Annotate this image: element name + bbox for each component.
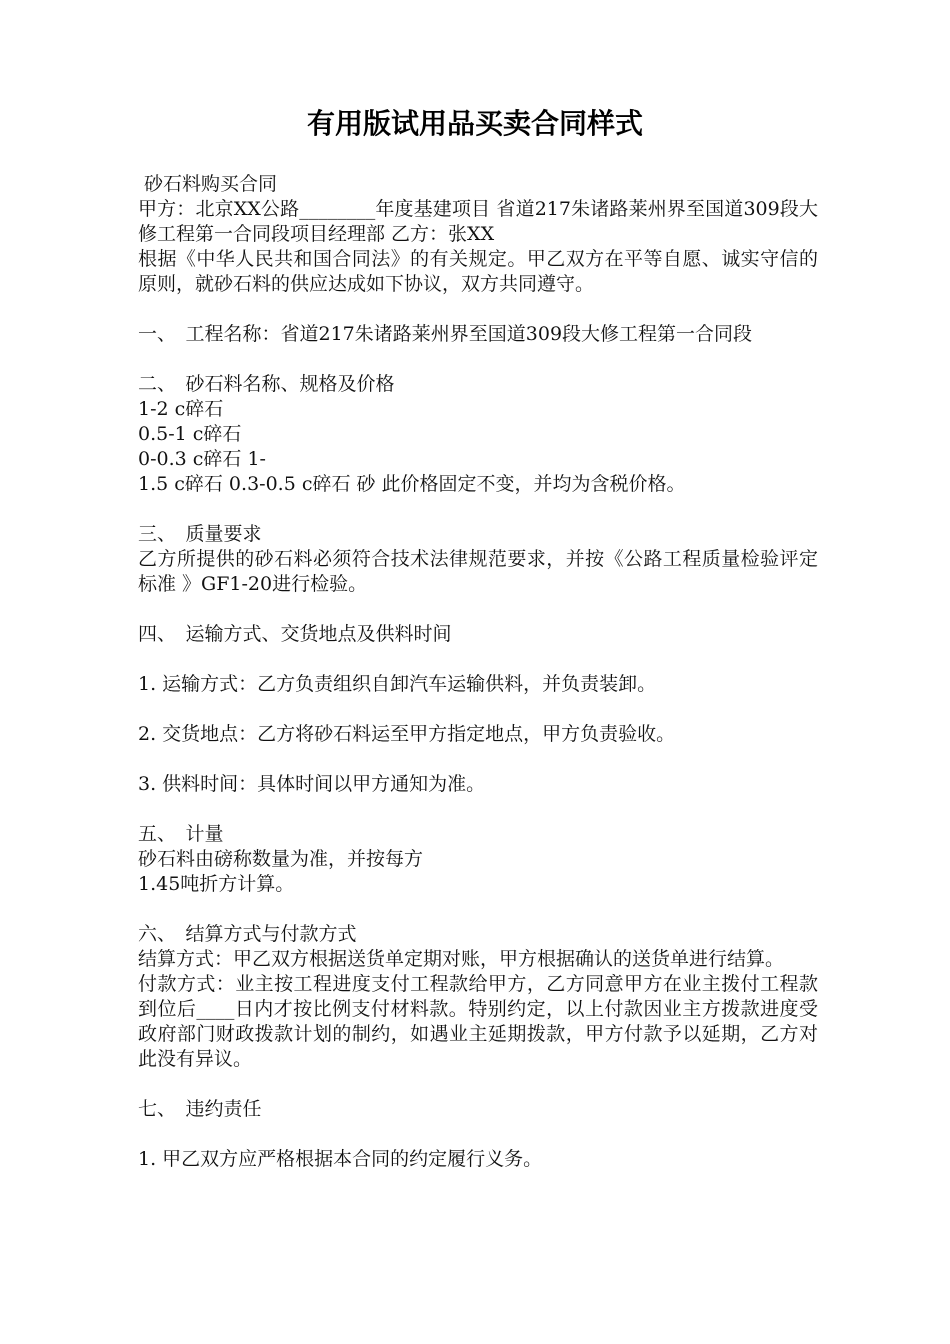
intro-paragraph: 根据《中华人民共和国合同法》的有关规定。甲乙双方在平等自愿、诚实守信的原则，就砂石料的供应达成如下协议，双方共同遵守。: [138, 248, 818, 295]
measurement-line: 1.45吨折方计算。: [138, 873, 295, 895]
quality-paragraph: 乙方所提供的砂石料必须符合技术法律规范要求，并按《公路工程质量检验评定标准 》GF1-20进行检验。: [138, 548, 818, 595]
spacer: [138, 697, 818, 722]
section-7-heading: 七、 违约责任: [138, 1098, 262, 1120]
spacer: [138, 1072, 818, 1097]
measurement-line: 砂石料由磅称数量为准，并按每方: [138, 848, 424, 870]
spec-line: 1-2 c碎石: [138, 398, 224, 420]
supply-time: 3. 供料时间：具体时间以甲方通知为准。: [138, 773, 486, 795]
section-5-heading: 五、 计量: [138, 823, 224, 845]
section-6-heading: 六、 结算方式与付款方式: [138, 923, 357, 945]
document-title: 有用版试用品买卖合同样式: [306, 107, 643, 140]
section-4-heading: 四、 运输方式、交货地点及供料时间: [138, 623, 452, 645]
spacer: [138, 647, 818, 672]
spacer: [138, 897, 818, 922]
settlement-paragraph: 结算方式：甲乙双方根据送货单定期对账，甲方根据确认的送货单进行结算。: [138, 948, 785, 970]
spacer: [138, 597, 818, 622]
party-a-line: 甲方：北京XX公路________年度基建项目 省道217朱诸路莱州界至国道309段大修工程第一合同段项目经理部 乙方：张XX: [138, 198, 818, 245]
spacer: [138, 747, 818, 772]
transport-method: 1. 运输方式：乙方负责组织自卸汽车运输供料，并负责装卸。: [138, 673, 657, 695]
spacer: [138, 497, 818, 522]
contract-heading: 砂石料购买合同: [138, 173, 278, 195]
spacer: [138, 1122, 818, 1147]
spacer: [138, 797, 818, 822]
spacer: [138, 297, 818, 322]
spacer: [138, 347, 818, 372]
spec-line: 1.5 c碎石 0.3-0.5 c碎石 砂 此价格固定不变，并均为含税价格。: [138, 473, 686, 495]
section-2-heading: 二、 砂石料名称、规格及价格: [138, 373, 395, 395]
section-3-heading: 三、 质量要求: [138, 523, 262, 545]
delivery-location: 2. 交货地点：乙方将砂石料运至甲方指定地点，甲方负责验收。: [138, 723, 676, 745]
section-1-project-name: 一、 工程名称：省道217朱诸路莱州界至国道309段大修工程第一合同段: [138, 323, 753, 345]
liability-item-1: 1. 甲乙双方应严格根据本合同的约定履行义务。: [138, 1148, 543, 1170]
spec-line: 0.5-1 c碎石: [138, 423, 242, 445]
payment-paragraph: 付款方式：业主按工程进度支付工程款给甲方，乙方同意甲方在业主拨付工程款到位后____日内才按比例支付材料款。特别约定，以上付款因业主方拨款进度受政府部门财政拨款计划的制约，如遇业主延期拨款，甲方付款予以延期，乙方对此没有异议。: [138, 973, 818, 1070]
document-body: [138, 172, 818, 1172]
spec-line: 0-0.3 c碎石 1-: [138, 448, 266, 470]
